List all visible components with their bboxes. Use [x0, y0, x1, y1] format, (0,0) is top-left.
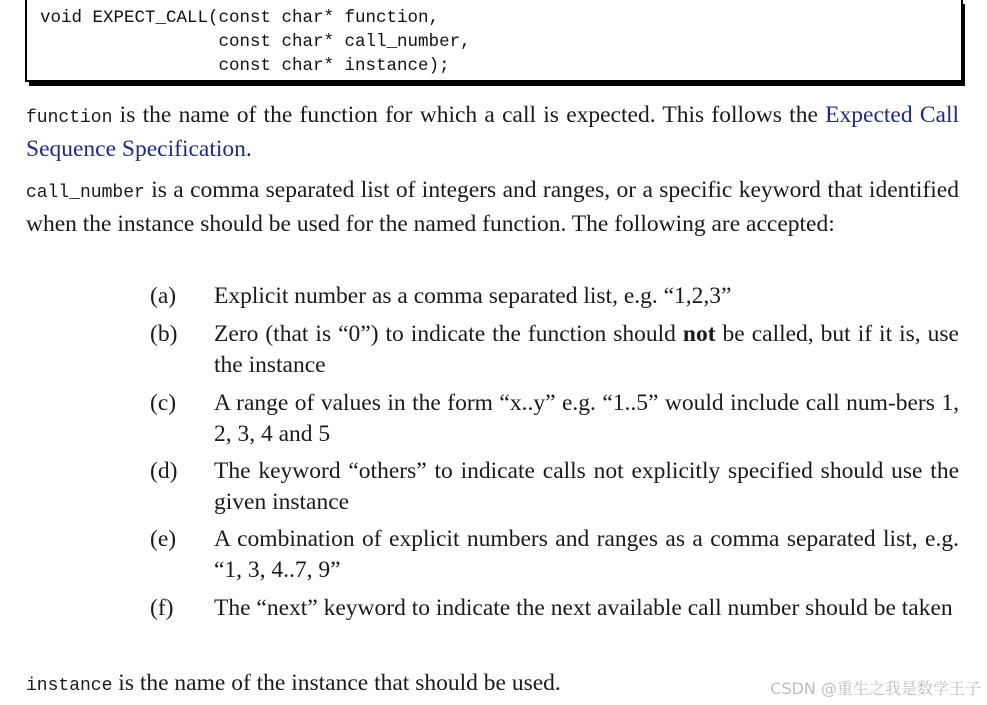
item-b-bold: not: [682, 321, 716, 347]
item-b-text-before: Zero (that is “0”) to indicate the function should: [214, 321, 683, 347]
paragraph-function: [26, 100, 959, 165]
list-item-text-f: The “next” keyword to indicate the next available call number should be taken: [214, 595, 953, 621]
function-description: is the name of the function for which a call is expected. This follows the: [112, 102, 826, 128]
term-call-number: call_number: [26, 183, 145, 203]
code-line-1: void EXPECT_CALL(const char* function,: [40, 8, 440, 28]
call-number-description: is a comma separated list of integers and ranges, or a specific keyword that identified when the instance should be used for the named function. The following are accepted:: [26, 177, 959, 237]
watermark: CSDN @重生之我是数学王子: [770, 679, 981, 698]
code-line-2: const char* call_number,: [40, 32, 471, 52]
list-item-text-c: A range of values in the form “x..y” e.g. “1..5” would include call num-bers 1, 2, 3, 4 and 5: [214, 390, 959, 447]
item-b-text-after: be called, but if it is, use the instance: [214, 321, 959, 378]
list-item-text-b: [214, 319, 959, 381]
list-item-label-d: (d): [150, 458, 178, 484]
code-box-border: [961, 0, 963, 80]
list-item-text-a: Explicit number as a comma separated list, e.g. “1,2,3”: [214, 283, 732, 309]
list-item-label-f: (f): [150, 595, 174, 621]
code-line-3: const char* instance);: [40, 56, 450, 76]
link-expected-call-sequence[interactable]: Expected Call Sequence Specification: [26, 102, 959, 162]
list-item-label-a: (a): [150, 283, 177, 309]
term-instance: instance: [26, 676, 113, 696]
code-signature-box: [25, 0, 961, 82]
term-function: function: [26, 108, 113, 128]
list-item-label-e: (e): [150, 526, 177, 552]
list-item-label-b: (b): [150, 321, 178, 347]
paragraph-call-number: [26, 175, 959, 240]
function-description-end: .: [245, 136, 252, 162]
list-item-text-e: A combination of explicit numbers and ranges as a comma separated list, e.g. “1, 3, 4..7, 9”: [214, 526, 959, 583]
list-item-text-d: The keyword “others” to indicate calls not explicitly specified should use the given instance: [214, 458, 959, 515]
list-item-label-c: (c): [150, 390, 177, 416]
instance-description: is the name of the instance that should be used.: [112, 670, 561, 696]
